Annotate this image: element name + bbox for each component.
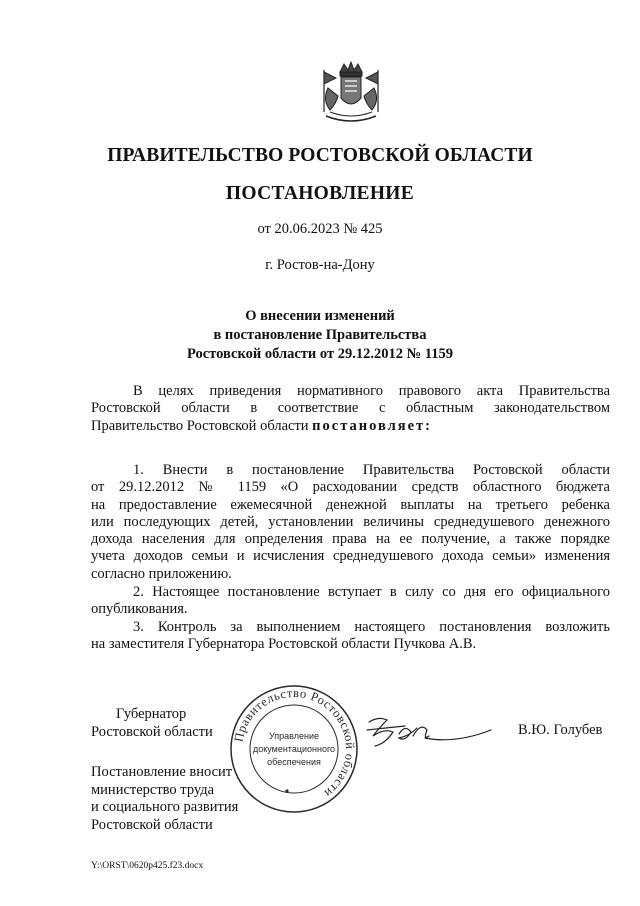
paragraph-line: дохода населения для определения права на ее получение, а также порядке [91,531,610,548]
item-3-paragraph [91,619,610,654]
paragraph-line: на предоставление ежемесячной денежной выплаты на третьего ребенка [91,496,610,513]
signatory-title-line: Губернатор [116,706,187,722]
item-1-paragraph [91,462,610,583]
signatory-title-line: Ростовской области [91,723,213,740]
paragraph-line: или последующих детей, установлении величины среднедушевого денежного [91,513,610,530]
submitter-line: Ростовской области [91,816,213,833]
paragraph-line: Ростовской области в соответствие с областным законодательством [91,400,610,417]
stamp-inner-line: документационного [252,744,336,754]
paragraph-line-text: Правительство Ростовской области [91,417,309,434]
paragraph-line: В целях приведения нормативного правового акта Правительства [133,383,610,399]
signatory-name: В.Ю. Голубев [518,722,603,738]
submitter-line: и социального развития [91,799,239,815]
official-stamp [228,683,360,815]
decree-word: постановляет: [312,417,433,434]
paragraph-line: 2. Настоящее постановление вступает в силу со дня его официального [133,584,610,600]
paragraph-line: согласно приложению. [91,565,232,582]
stamp-inner-line: Управление [268,731,320,741]
stamp-inner-line: обеспечения [267,757,321,767]
paragraph-line [91,418,610,435]
file-path-footer: Y:\ORST\0620p425.f23.docx [91,861,204,871]
subject-line: Ростовской области от 29.12.2012 № 1159 [187,346,453,362]
item-2-paragraph [91,584,610,619]
paragraph-line: 1. Внести в постановление Правительства Ростовской области [133,462,610,478]
intro-paragraph [91,383,610,435]
submitter-block [91,764,238,834]
paragraph-line: от 29.12.2012 № 1159 «О расходовании средств областного бюджета [91,479,610,496]
stamp-ring-text: Правительство Ростовской области [231,685,358,801]
organization-title: ПРАВИТЕЛЬСТВО РОСТОВСКОЙ ОБЛАСТИ [107,145,533,166]
stamp-dot [285,789,288,792]
paragraph-line: 3. Контроль за выполнением настоящего постановления возложить [133,619,610,635]
submitter-line: Постановление вносит [91,764,233,780]
submitter-line: министерство труда [91,781,215,798]
city-line: г. Ростов-на-Дону [265,257,375,273]
document-subject [0,307,640,364]
paragraph-line: учета доходов семьи и исчисления среднедушевого дохода семьи» изменения [91,548,610,565]
document-type-heading: ПОСТАНОВЛЕНИЕ [225,183,415,204]
handwritten-signature [365,714,495,754]
document-date-number: от 20.06.2023 № 425 [257,221,383,237]
coat-of-arms-icon [316,60,386,126]
subject-line: в постановление Правительства [213,327,427,343]
paragraph-line: опубликования. [91,601,188,618]
paragraph-line: на заместителя Губернатора Ростовской области Пучкова А.В. [91,636,477,653]
signatory-title [91,706,213,741]
subject-line: О внесении изменений [245,308,395,324]
